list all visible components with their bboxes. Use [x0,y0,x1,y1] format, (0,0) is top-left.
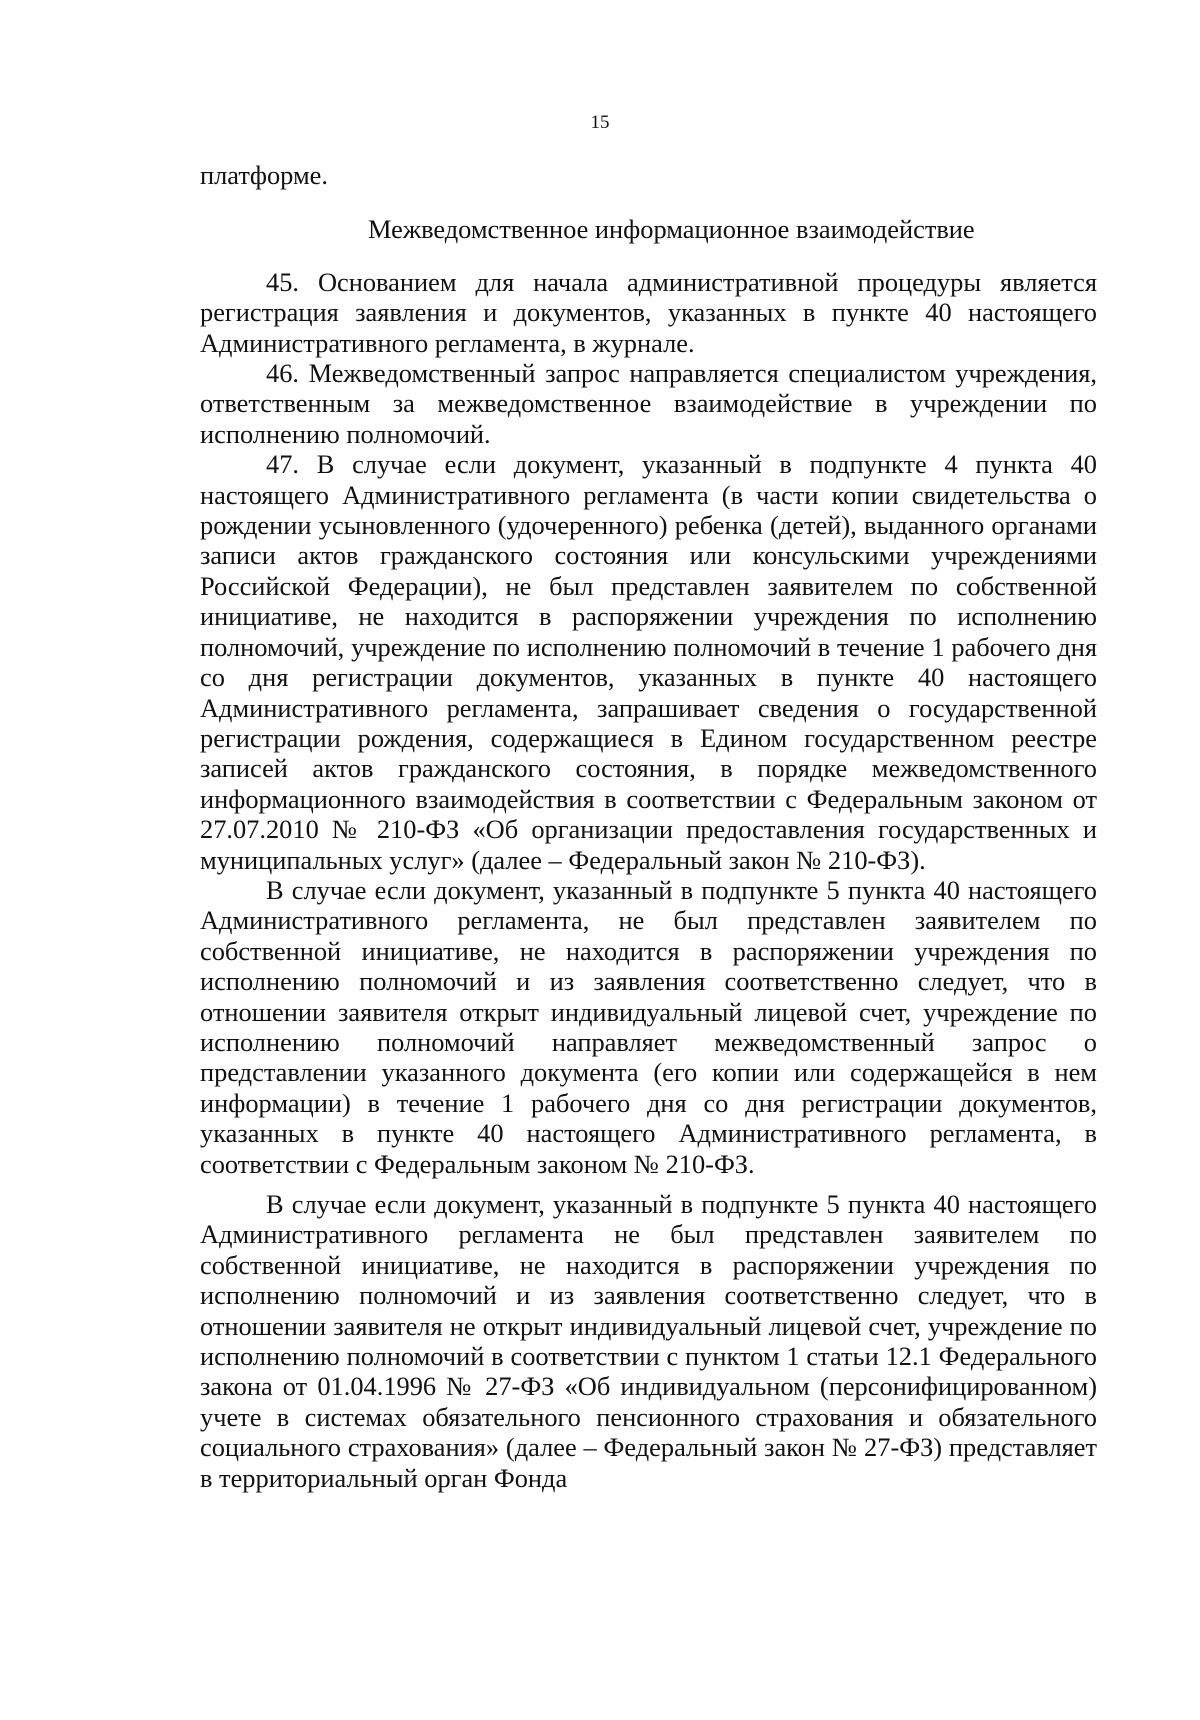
paragraph-47: 47. В случае если документ, указанный в подпункте 4 пункта 40 настоящего Административного регламента (в части копии свидетельства о рождении усыновленного (удочеренного) ребенка (детей), выданного органами записи актов гражданского состояния или консульскими учреждениями Российской Федерации), не был представлен заявителем по собственной инициативе, не находится в распоряжении учреждения по исполнению полномочий, учреждение по исполнению полномочий в течение 1 рабочего дня со дня регистрации документов, указанных в пункте 40 настоящего Административного регламента, запрашивает сведения о государственной регистрации рождения, содержащиеся в Едином государственном реестре записей актов гражданского состояния, в порядке межведомственного информационного взаимодействия в соответствии с Федеральным законом от 27.07.2010 № 210-ФЗ «Об организации предоставления государственных и муниципальных услуг» (далее – Федеральный закон № 210-ФЗ). [200,449,1097,875]
paragraph-47-subsection-1: В случае если документ, указанный в подпункте 5 пункта 40 настоящего Административного регламента, не был представлен заявителем по собственной инициативе, не находится в распоряжении учреждения по исполнению полномочий и из заявления соответственно следует, что в отношении заявителя открыт индивидуальный лицевой счет, учреждение по исполнению полномочий направляет межведомственный запрос о представлении указанного документа (его копии или содержащейся в нем информации) в течение 1 рабочего дня со дня регистрации документов, указанных в пункте 40 настоящего Административного регламента, в соответствии с Федеральным законом № 210-ФЗ. [200,874,1097,1179]
paragraph-45: 45. Основанием для начала административной процедуры является регистрация заявления и документов, указанных в пункте 40 настоящего Административного регламента, в журнале. [200,266,1097,358]
paragraph-46: 46. Межведомственный запрос направляется специалистом учреждения, ответственным за межведомственное взаимодействие в учреждении по исполнению полномочий. [200,358,1097,449]
paragraph-47-subsection-2: В случае если документ, указанный в подпункте 5 пункта 40 настоящего Административного регламента не был представлен заявителем по собственной инициативе, не находится в распоряжении учреждения по исполнению полномочий и из заявления соответственно следует, что в отношении заявителя не открыт индивидуальный лицевой счет, учреждение по исполнению полномочий в соответствии с пунктом 1 статьи 12.1 Федерального закона от 01.04.1996 № 27-ФЗ «Об индивидуальном (персонифицированном) учете в системах обязательного пенсионного страхования и обязательного социального страхования» (далее – Федеральный закон № 27-ФЗ) представляет в территориальный орган Фонда [200,1189,1097,1493]
page-number: 15 [590,112,610,133]
continuation-text: платформе. [200,160,328,190]
section-heading: Межведомственное информационное взаимодействие [368,214,975,245]
document-body [200,160,1097,1493]
